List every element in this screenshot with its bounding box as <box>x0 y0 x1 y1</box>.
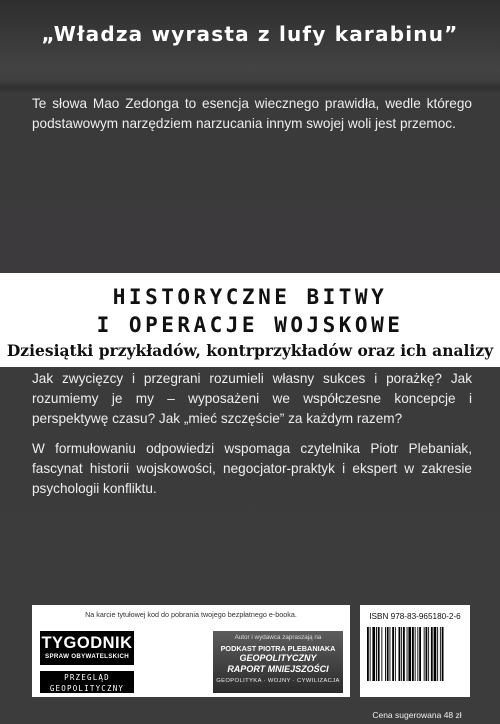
przeglad-logo-line1: PRZEGLĄD <box>64 673 110 682</box>
description <box>32 369 472 509</box>
book-title-line2: I OPERACJE WOJSKOWE <box>96 313 404 337</box>
barcode-bar <box>390 627 391 681</box>
podcast-ad-topics: GEOPOLITYKA · WOJNY · CYWILIZACJA <box>216 678 340 684</box>
divider <box>0 80 500 94</box>
barcode-bar <box>419 627 421 681</box>
book-title-line1: HISTORYCZNE BITWY <box>112 285 388 309</box>
barcode-bar <box>434 627 437 681</box>
tygodnik-logo-main: TYGODNIK <box>41 634 133 652</box>
barcode-bar <box>367 627 369 681</box>
przeglad-logo-line2: GEOPOLITYCZNY <box>49 684 125 693</box>
cover-quote: „Władza wyrasta z lufy karabinu” <box>41 22 459 46</box>
barcode-bar <box>417 627 418 681</box>
barcode-bar <box>442 627 444 681</box>
barcode-bar <box>392 627 394 681</box>
intro-text: Te słowa Mao Zedonga to esencja wiecznego prawidła, wedle którego podstawowym narzędziem narzucania innym swojej woli jest przemoc. <box>32 96 472 131</box>
barcode-bar <box>376 627 377 681</box>
barcode-bar <box>401 627 402 681</box>
barcode-bar <box>395 627 396 681</box>
description-paragraph: Jak zwycięzcy i przegrani rozumieli własny sukces i porażkę? Jak rozumiemy je my – wyposażeni we współczesne koncepcje i perspektywę czasu? Jak „mieć szczęście” za każdym razem? <box>32 371 472 426</box>
barcode-bar <box>407 627 408 681</box>
podcast-ad-author: PODKAST PIOTRA PLEBANIAKA <box>220 644 336 653</box>
barcode-bar <box>387 627 389 681</box>
suggested-price: Cena sugerowana 48 zł <box>372 710 462 720</box>
barcode-bar <box>424 627 425 681</box>
tygodnik-logo-sub: SPRAW OBYWATELSKICH <box>45 653 129 660</box>
promo-box <box>32 605 350 697</box>
barcode-bar <box>440 627 441 681</box>
description-paragraph: W formułowaniu odpowiedzi wspomaga czytelnika Piotr Plebaniak, fascynat historii wojskowości, negocjator-praktyk i ekspert w zakresie psychologii konfliktu. <box>32 441 472 496</box>
barcode-bar <box>370 627 371 681</box>
ebook-note: Na karcie tytułowej kod do pobrania twojego bezpłatnego e-booka. <box>85 610 297 619</box>
przeglad-logo <box>40 671 134 693</box>
barcode-bar <box>385 627 386 681</box>
barcode-bar <box>437 627 438 681</box>
barcode-bar <box>378 627 380 681</box>
tygodnik-logo <box>40 631 134 665</box>
podcast-ad <box>213 631 343 693</box>
barcode-bar <box>426 627 428 681</box>
barcode-bar <box>372 627 375 681</box>
barcode-bar <box>399 627 401 681</box>
barcode-bar <box>415 627 416 681</box>
barcode-bar <box>408 627 411 681</box>
barcode-bar <box>403 627 405 681</box>
book-subtitle: Dziesiątki przykładów, kontrprzykładów oraz ich analizy <box>6 341 494 360</box>
barcode-bar <box>412 627 414 681</box>
podcast-ad-title1: GEOPOLITYCZNY <box>239 653 317 663</box>
barcode-bar <box>381 627 382 681</box>
podcast-ad-title2: RAPORT MNIEJSZOŚCI <box>227 664 329 674</box>
barcode-image <box>366 627 464 681</box>
isbn-label: ISBN 978-83-965180-2-6 <box>369 612 461 621</box>
barcode-box <box>360 605 470 697</box>
barcode-bar <box>431 627 433 681</box>
podcast-ad-intro: Autor i wydawca zapraszają na <box>234 634 322 641</box>
title-band <box>0 273 500 367</box>
barcode-bar <box>428 627 429 681</box>
